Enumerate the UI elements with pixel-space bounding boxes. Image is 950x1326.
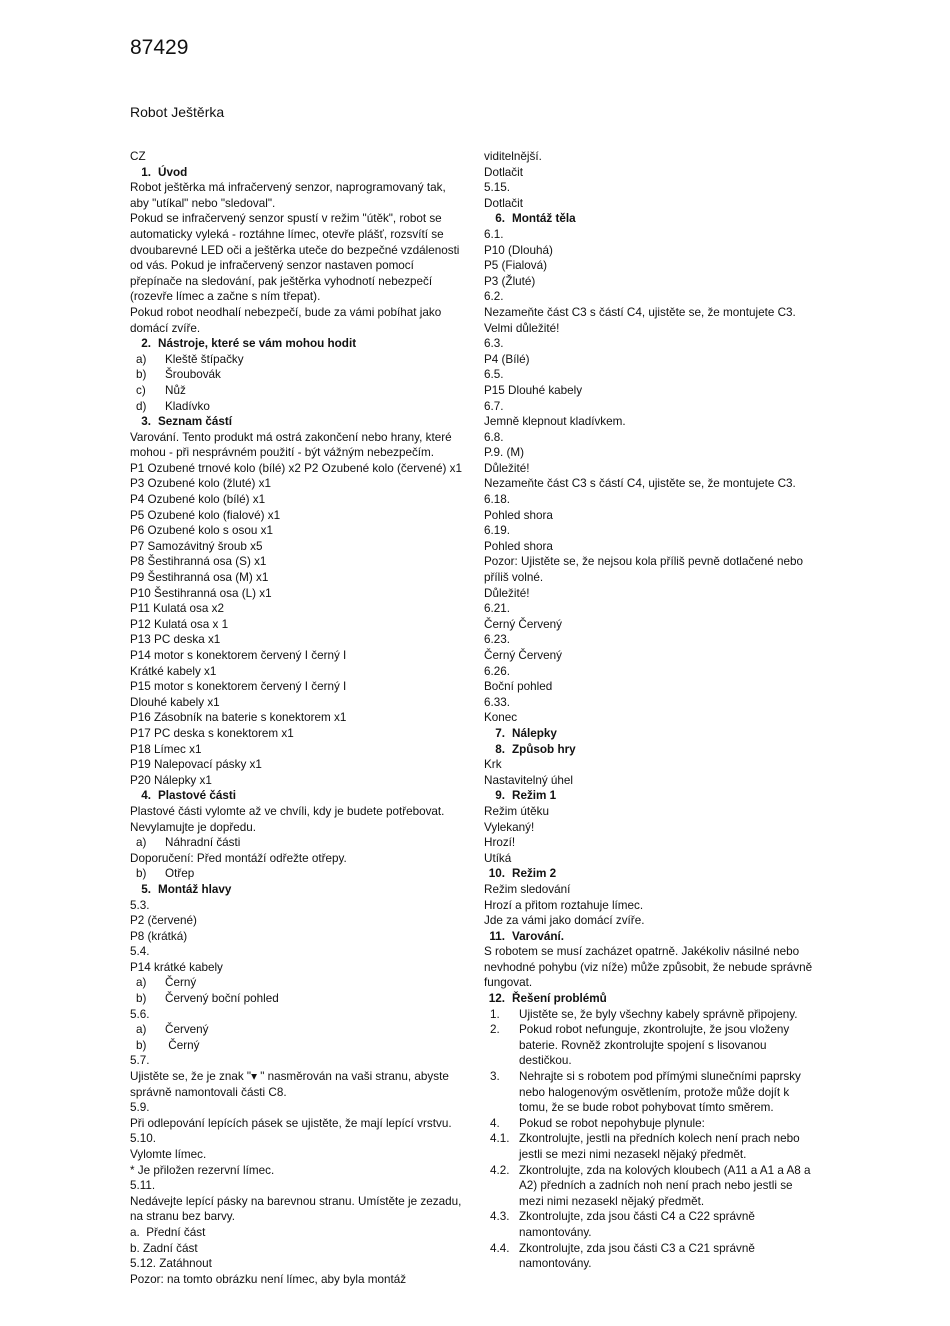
text-line: fungovat. [484, 976, 533, 990]
troubleshooting-number: 2. [490, 1023, 500, 1037]
list-item-label: c) [136, 383, 146, 397]
text-line: Velmi důležité! [484, 321, 560, 335]
text-line: Utíká [484, 851, 512, 865]
text-line: Boční pohled [484, 680, 553, 694]
list-item [130, 383, 470, 399]
text-line: Pokud se infračervený senzor spustí v režim "útěk", robot se [130, 212, 442, 226]
section-heading [484, 726, 824, 742]
text-line: Dotlačit [484, 165, 523, 179]
section-number: 8. [495, 742, 505, 756]
text-line: 6.7. [484, 399, 504, 413]
list-item-label: b) [136, 867, 147, 881]
text-line: P4 (Bílé) [484, 352, 530, 366]
text-line: P5 (Fialová) [484, 259, 548, 273]
section-title: Řešení problémů [512, 992, 607, 1006]
text-line: P10 (Dlouhá) [484, 243, 553, 257]
text-line: od vás. Pokud je infračervený senzor nastaven pomocí [130, 259, 414, 273]
list-item-text: Nůž [165, 383, 186, 397]
section-heading [484, 788, 824, 804]
document-number: 87429 [130, 36, 189, 59]
list-item-text: Náhradní části [165, 836, 241, 850]
section-number: 4. [141, 789, 151, 803]
section-heading [484, 866, 824, 882]
troubleshooting-text: Nehrajte si s robotem pod přímými slunečními paprsky nebo halogenovým osvětlením, protože může dojít k tomu, že se bude robot pohybovat tímto směrem. [519, 1070, 801, 1115]
section-title: Montáž těla [512, 212, 576, 226]
list-item [130, 1022, 470, 1038]
text-line: nevhodné pohybu (viz níže) může způsobit, že nebude správně [484, 960, 813, 974]
text-line: (rozevře límec a začne s ním třepat). [130, 290, 321, 304]
text-line: Krátké kabely x1 [130, 664, 217, 678]
list-item-label: a) [136, 1023, 147, 1037]
section-heading [130, 165, 470, 181]
troubleshooting-text: Zkontrolujte, jestli na předních kolech není prach nebo jestli se mezi nimi nezasekl nějaký předmět. [519, 1132, 800, 1161]
text-line: 6.26. [484, 664, 510, 678]
list-item [130, 1038, 470, 1054]
section-title: Montáž hlavy [158, 882, 232, 896]
troubleshooting-text: Zkontrolujte, zda na kolových kloubech (A11 a A1 a A8 a A2) předních a zadních noh není prach nebo jestli se mezi nimi nezasekl nějaký předmět. [519, 1163, 811, 1208]
text-line: 5.4. [130, 945, 150, 959]
text-line: dvoubarevné LED oči a ještěrka uteče do bezpečné vzdálenosti [130, 243, 460, 257]
section-heading [130, 788, 470, 804]
list-item-label: d) [136, 399, 147, 413]
text-line: P.9. (M) [484, 446, 525, 460]
text-line: Pokud robot neodhalí nebezpečí, bude za vámi pobíhat jako [130, 305, 442, 319]
text-line: 6.2. [484, 290, 504, 304]
text-line: automaticky vyleká - roztáhne límec, otevře plášť, rozsvítí se [130, 227, 444, 241]
document-title: Robot Ještěrka [130, 104, 225, 120]
text-line: Režim útěku [484, 804, 549, 818]
text-line: Ujistěte se, že je znak "▾ " nasměrován na vaši stranu, abyste [130, 1070, 449, 1084]
section-heading [484, 211, 824, 227]
troubleshooting-number: 3. [490, 1070, 500, 1084]
text-line: P14 krátké kabely [130, 960, 223, 974]
troubleshooting-text: Pokud se robot nepohybuje plynule: [519, 1116, 705, 1130]
section-title: Režim 1 [512, 789, 557, 803]
text-line: * Je přiložen rezervní límec. [130, 1163, 275, 1177]
text-line: P7 Samozávitný šroub x5 [130, 539, 263, 553]
text-line: P9 Šestihranná osa (M) x1 [130, 571, 269, 585]
section-number: 6. [495, 212, 505, 226]
troubleshooting-text: Ujistěte se, že byly všechny kabely správně připojeny. [519, 1007, 798, 1021]
troubleshooting-number: 4.3. [490, 1210, 510, 1224]
troubleshooting-text: Pokud robot nefunguje, zkontrolujte, že jsou vloženy baterie. Rovněž zkontrolujte spojení s lisovanou destičkou. [519, 1023, 790, 1068]
list-item [130, 866, 470, 882]
troubleshooting-item [484, 1069, 824, 1116]
text-line: Pohled shora [484, 508, 553, 522]
troubleshooting-item [484, 1007, 824, 1023]
list-item-label: b) [136, 368, 147, 382]
section-title: Režim 2 [512, 867, 557, 881]
text-line: 6.18. [484, 493, 510, 507]
section-number: 2. [141, 337, 151, 351]
text-line: Důležité! [484, 461, 530, 475]
section-title: Seznam částí [158, 415, 233, 429]
text-line: P13 PC deska x1 [130, 633, 221, 647]
text-line: P20 Nálepky x1 [130, 773, 212, 787]
text-line: b. Zadní část [130, 1241, 198, 1255]
text-line: 5.11. [130, 1179, 156, 1193]
text-line: Konec [484, 711, 518, 725]
list-item-label: a) [136, 976, 147, 990]
text-line: Dlouhé kabely x1 [130, 695, 220, 709]
text-line: P2 (červené) [130, 914, 197, 928]
list-item-text: Šroubovák [165, 368, 221, 382]
text-line: a. Přední část [130, 1225, 206, 1239]
list-item-text: Černý [165, 976, 197, 990]
list-item [130, 975, 470, 991]
section-number: 9. [495, 789, 505, 803]
text-line: P19 Nalepovací pásky x1 [130, 758, 262, 772]
text-line: Při odlepování lepících pásek se ujistěte, že mají lepící vrstvu. [130, 1116, 452, 1130]
text-line: Varování. Tento produkt má ostrá zakončení nebo hrany, které [130, 430, 452, 444]
text-line: 5.9. [130, 1101, 150, 1115]
text-line: Důležité! [484, 586, 530, 600]
text-line: Vylomte límec. [130, 1148, 207, 1161]
text-line: na stranu bez barvy. [130, 1210, 236, 1224]
list-item [130, 352, 470, 368]
section-number: 10. [488, 867, 505, 881]
left-text-column [130, 149, 470, 1287]
section-title: Nástroje, které se vám mohou hodit [158, 337, 357, 351]
text-line: Nastavitelný úhel [484, 773, 574, 787]
text-line: přepínače na sledování, pak ještěrka vyhodnotí nebezpečí [130, 274, 433, 288]
troubleshooting-text: Zkontrolujte, zda jsou části C3 a C21 správně namontovány. [519, 1241, 755, 1271]
list-item-label: a) [136, 352, 147, 366]
text-line: P1 Ozubené trnové kolo (bílé) x2 P2 Ozubené kolo (červené) x1 [130, 461, 462, 475]
section-heading [130, 414, 470, 430]
text-line: 5.12. Zatáhnout [130, 1257, 212, 1271]
text-line: P11 Kulatá osa x2 [130, 602, 224, 616]
text-line: viditelnější. [484, 150, 542, 163]
text-line: P5 Ozubené kolo (fialové) x1 [130, 508, 281, 522]
text-line: P14 motor s konektorem červený I černý I [130, 649, 347, 662]
text-line: 6.3. [484, 337, 504, 351]
text-line: 6.19. [484, 524, 510, 538]
section-number: 12. [488, 992, 505, 1006]
text-line: Jde za vámi jako domácí zvíře. [484, 914, 645, 928]
section-number: 1. [141, 165, 151, 179]
troubleshooting-text: Zkontrolujte, zda jsou části C4 a C22 správně namontovány. [519, 1210, 755, 1239]
section-number: 7. [495, 726, 505, 740]
list-item [130, 399, 470, 415]
section-number: 3. [141, 415, 151, 429]
text-line: Nezameňte část C3 s částí C4, ujistěte se, že montujete C3. [484, 477, 796, 491]
section-heading [484, 742, 824, 758]
section-title: Varování. [512, 929, 564, 943]
text-line: Nevylamujte je dopředu. [130, 820, 257, 834]
text-line: Doporučení: Před montáží odřežte otřepy. [130, 851, 347, 865]
text-line: P3 (Žluté) [484, 274, 536, 288]
text-line: CZ [130, 150, 146, 163]
text-line: 5.7. [130, 1054, 150, 1068]
list-item-label: a) [136, 836, 147, 850]
list-item-text: Červený [165, 1023, 209, 1037]
section-title: Způsob hry [512, 742, 576, 756]
list-item [130, 991, 470, 1007]
list-item-text: Kladívko [165, 399, 210, 413]
text-line: správně namontovali části C8. [130, 1085, 287, 1099]
troubleshooting-number: 4.1. [490, 1132, 510, 1146]
list-item-label: b) [136, 992, 147, 1006]
text-line: P15 motor s konektorem červený I černý I [130, 680, 347, 694]
text-line: P8 (krátká) [130, 929, 188, 943]
text-line: Nedávejte lepící pásky na barevnou stranu. Umístěte je zezadu, [130, 1194, 462, 1208]
section-number: 5. [141, 882, 151, 896]
troubleshooting-item [484, 1163, 824, 1210]
text-line: S robotem se musí zacházet opatrně. Jakékoliv násilné nebo [484, 945, 800, 959]
text-line: Jemně klepnout kladívkem. [484, 415, 626, 429]
text-line: Hrozí a přitom roztahuje límec. [484, 898, 644, 912]
text-line: P15 Dlouhé kabely [484, 383, 583, 397]
list-item-text: Otřep [165, 867, 195, 881]
text-line: P17 PC deska s konektorem x1 [130, 726, 294, 740]
text-line: příliš volné. [484, 571, 544, 585]
section-heading [130, 336, 470, 352]
text-line: mohou - při nesprávném použití - být vážným nebezpečím. [130, 446, 435, 460]
section-title: Plastové části [158, 789, 236, 803]
text-line: 6.23. [484, 633, 510, 647]
text-line: Hrozí! [484, 836, 516, 850]
section-heading [484, 929, 824, 945]
troubleshooting-item [484, 1131, 824, 1162]
text-line: Nezameňte část C3 s částí C4, ujistěte se, že montujete C3. [484, 305, 796, 319]
text-line: Krk [484, 758, 502, 772]
text-line: P6 Ozubené kolo s osou x1 [130, 524, 273, 538]
text-line: P4 Ozubené kolo (bílé) x1 [130, 493, 266, 507]
troubleshooting-item [484, 1116, 824, 1132]
section-number: 11. [489, 929, 505, 943]
section-title: Úvod [158, 165, 188, 179]
list-item-text: Černý [165, 1038, 200, 1052]
text-line: P3 Ozubené kolo (žluté) x1 [130, 477, 271, 491]
text-line: Dotlačit [484, 196, 523, 210]
troubleshooting-item [484, 1209, 824, 1240]
text-line: P18 Límec x1 [130, 742, 202, 756]
troubleshooting-number: 1. [490, 1007, 500, 1021]
section-heading [130, 882, 470, 898]
right-text-column [484, 149, 824, 1272]
text-line: 6.33. [484, 695, 510, 709]
list-item-text: Červený boční pohled [165, 992, 279, 1006]
troubleshooting-number: 4. [490, 1116, 500, 1130]
text-line: P12 Kulatá osa x 1 [130, 617, 229, 631]
text-line: 5.10. [130, 1132, 156, 1146]
text-line: Režim sledování [484, 882, 571, 896]
text-line: Černý Červený [484, 649, 562, 662]
text-line: P16 Zásobník na baterie s konektorem x1 [130, 711, 347, 725]
list-item-text: Kleště štípačky [165, 352, 244, 366]
section-heading [484, 991, 824, 1007]
text-line: 6.21. [484, 602, 510, 616]
text-line: P10 Šestihranná osa (L) x1 [130, 586, 272, 600]
text-line: Plastové části vylomte až ve chvíli, kdy je budete potřebovat. [130, 804, 445, 818]
text-line: 5.3. [130, 898, 150, 912]
text-line: Černý Červený [484, 617, 562, 631]
text-line: 5.15. [484, 181, 510, 195]
text-line: aby "utíkal" nebo "sledoval". [130, 196, 276, 210]
text-line: domácí zvíře. [130, 321, 201, 335]
text-line: 5.6. [130, 1007, 150, 1021]
list-item-label: b) [136, 1038, 147, 1052]
section-title: Nálepky [512, 726, 557, 740]
text-line: Robot ještěrka má infračervený senzor, naprogramovaný tak, [130, 181, 446, 195]
text-line: Pozor: na tomto obrázku není límec, aby byla montáž [130, 1272, 407, 1286]
troubleshooting-item [484, 1022, 824, 1069]
list-item [130, 367, 470, 383]
text-line: Pozor: Ujistěte se, že nejsou kola příliš pevně dotlačené nebo [484, 555, 803, 569]
troubleshooting-item [484, 1241, 824, 1272]
troubleshooting-number: 4.4. [490, 1241, 510, 1255]
text-line: Pohled shora [484, 539, 553, 553]
text-line: 6.1. [484, 227, 504, 241]
list-item [130, 835, 470, 851]
text-line: Vylekaný! [484, 820, 535, 834]
text-line: 6.8. [484, 430, 504, 444]
text-line: P8 Šestihranná osa (S) x1 [130, 555, 267, 569]
troubleshooting-number: 4.2. [490, 1163, 510, 1177]
text-line: 6.5. [484, 368, 504, 382]
